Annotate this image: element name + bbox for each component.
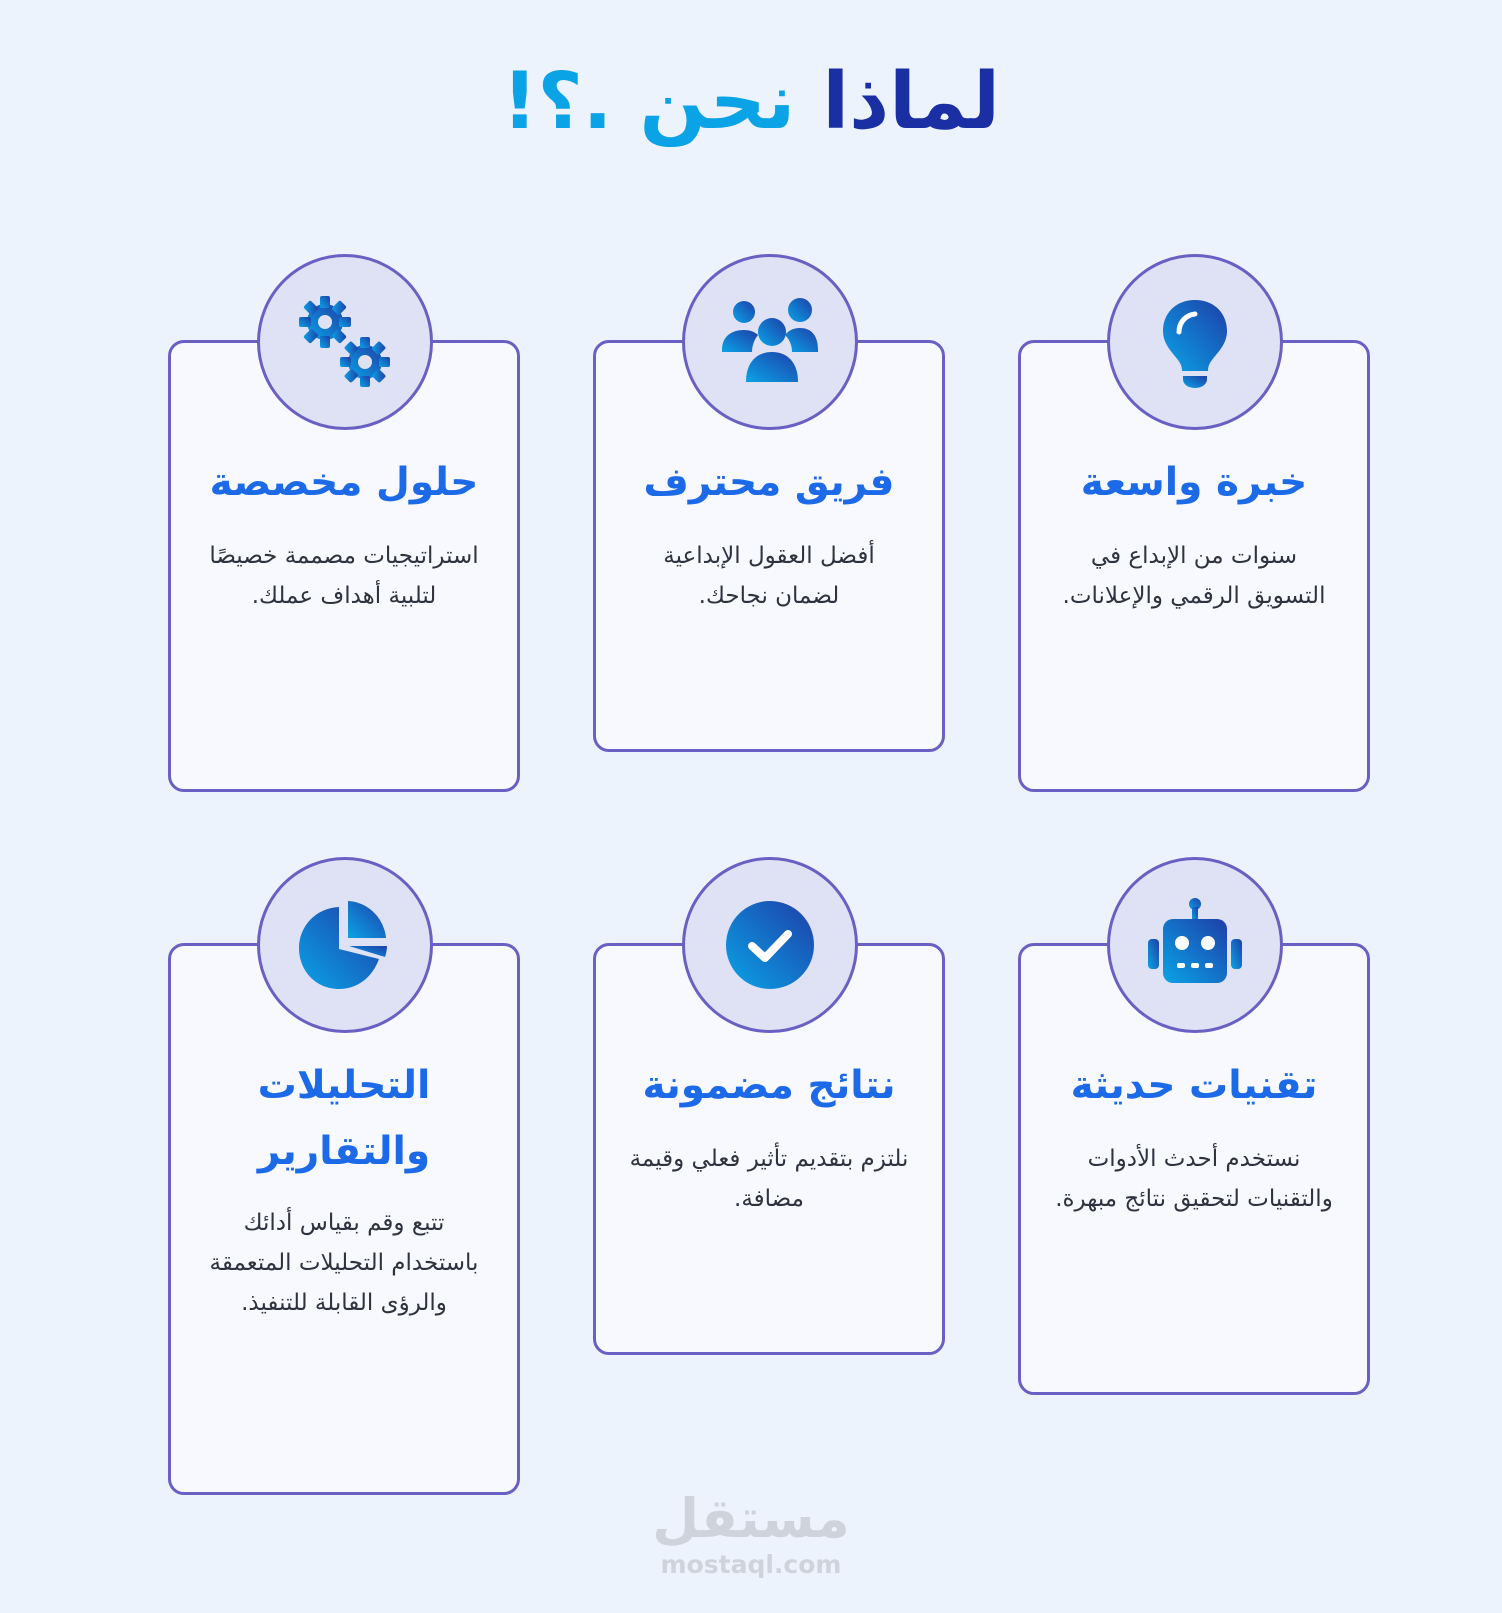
card-description: تتبع وقم بقياس أدائك باستخدام التحليلات المتعمقة والرؤى القابلة للتنفيذ. bbox=[209, 1210, 479, 1316]
card-title: نتائج مضمونة bbox=[642, 1063, 896, 1108]
icon-badge bbox=[257, 857, 433, 1033]
card-title: خبرة واسعة bbox=[1080, 460, 1308, 505]
page-title-part-1: لماذا bbox=[822, 57, 1001, 147]
icon-badge bbox=[682, 254, 858, 430]
gears-icon bbox=[295, 292, 395, 392]
footer-logo bbox=[640, 1488, 862, 1580]
card-description: نستخدم أحدث الأدوات والتقنيات لتحقيق نتائج مبهرة. bbox=[1055, 1146, 1333, 1212]
card-title: حلول مخصصة bbox=[209, 460, 479, 505]
pie-chart-icon bbox=[295, 895, 395, 995]
card-title: التحليلات والتقارير bbox=[257, 1063, 431, 1174]
check-circle-icon bbox=[720, 895, 820, 995]
card-description: نلتزم بتقديم تأثير فعلي وقيمة مضافة. bbox=[629, 1146, 909, 1212]
footer-logo-name: مستقل bbox=[652, 1487, 850, 1550]
icon-badge bbox=[257, 254, 433, 430]
team-icon bbox=[720, 292, 820, 392]
lightbulb-icon bbox=[1145, 292, 1245, 392]
card-description: سنوات من الإبداع في التسويق الرقمي والإعلانات. bbox=[1062, 543, 1326, 609]
page-title bbox=[0, 52, 1502, 152]
robot-icon bbox=[1145, 895, 1245, 995]
icon-badge bbox=[1107, 254, 1283, 430]
footer-logo-url: mostaql.com bbox=[660, 1550, 842, 1579]
card-title: تقنيات حديثة bbox=[1070, 1063, 1318, 1108]
icon-badge bbox=[1107, 857, 1283, 1033]
icon-badge bbox=[682, 857, 858, 1033]
page-title-part-2: نحن .؟! bbox=[501, 57, 796, 147]
card-title: فريق محترف bbox=[643, 460, 895, 505]
card-description: استراتيجيات مصممة خصيصًا لتلبية أهداف عملك. bbox=[209, 543, 479, 609]
card-description: أفضل العقول الإبداعية لضمان نجاحك. bbox=[663, 543, 875, 609]
